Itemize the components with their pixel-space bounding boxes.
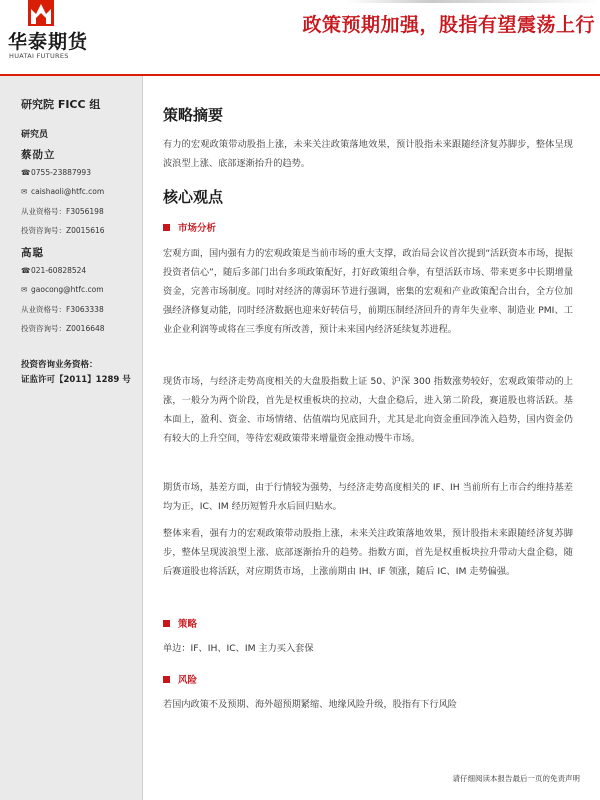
overall-paragraph: 整体来看，强有力的宏观政策带动股指上涨，未来关注政策落地效果，预计股指未来跟随经济复苏脚步，整体呈现波浪型上涨、底部逐渐抬升的趋势。指数方面，首先是权重板块拉升带动大盘企稳，随后赛道股也将活跃，对应期货市场，上涨前期由 IH、IF 领涨，随后 IC、IM 走势偏强。: [163, 528, 573, 577]
summary-paragraph: 有力的宏观政策带动股指上涨，未来关注政策落地效果，预计股指未来跟随经济复苏脚步，整体呈现波浪型上涨、底部逐渐抬升的趋势。: [163, 139, 573, 169]
company-logo: [8, 0, 104, 66]
logo-text-en: HUATAI FUTURES: [9, 52, 69, 60]
researchers-label: 研究员: [21, 130, 49, 140]
spot-market-paragraph: 现货市场，与经济走势高度相关的大盘股指数上证 50、沪深 300 指数涨势较好，宏观政策带动的上涨，一般分为两个阶段，首先是权重板块的拉动，大盘企稳后，进入第二阶段，赛道股也将活跃。基本面上，盈利、资金、市场情绪、估值端均见底回升，尤其是北向资金重回净流入趋势，国内资金仍有较大的上升空间，等待宏观政策带来增量资金推动慢牛市场。: [163, 376, 573, 444]
logo-mark-icon: [28, 0, 54, 26]
futures-market-paragraph: 期货市场，基差方面，由于行情较为强势，与经济走势高度相关的 IF、IH 当前所有上市合约维持基差均为正，IC、IM 经历短暂升水后回归贴水。: [163, 482, 573, 512]
phone-icon: ☎: [21, 266, 31, 275]
analyst1-consult-no: 投资咨询号：Z0015616: [21, 226, 105, 235]
analyst-sidebar: [0, 76, 143, 800]
analyst1-email[interactable]: [21, 187, 104, 196]
phone-icon: ☎: [21, 168, 31, 177]
analyst2-phone-text: 021-60828524: [31, 266, 87, 275]
analyst1-phone: [21, 168, 91, 177]
analyst2-name: 高聪: [21, 247, 44, 259]
analyst2-email[interactable]: [21, 285, 104, 294]
summary-heading: 策略摘要: [163, 106, 224, 124]
macro-paragraph: 宏观方面，国内强有力的宏观政策是当前市场的重大支撑，政治局会议首次提到“活跃资本市场，提振投资者信心”，随后多部门出台多项政策配好，打好政策组合拳，有望活跃市场、带来更多中长期增量资金，完善市场制度。同时对经济的薄弱环节进行强调，密集的宏观和产业政策配合出台，全方位加强经济修复动能，同时经济数据也迎来好转信号，前期压制经济回升的青年失业率、制造业 PMI、工业企业利润等或将在三季度有所改善，预计未来国内经济延续复苏进程。: [163, 248, 573, 335]
analyst2-email-text[interactable]: gaocong@htfc.com: [31, 285, 104, 294]
footer-disclaimer: 请仔细阅读本报告最后一页的免责声明: [452, 774, 580, 783]
email-icon: ✉: [21, 187, 28, 196]
logo-text-cn: 华泰期货: [8, 31, 89, 53]
analyst2-practice-no: 从业资格号：F3063338: [21, 305, 104, 314]
core-views-heading: 核心观点: [163, 188, 224, 206]
analyst1-practice-no: 从业资格号：F3056198: [21, 207, 104, 216]
email-icon: ✉: [21, 285, 28, 294]
bullet-square-icon: [163, 620, 170, 627]
analyst2-consult-no: 投资咨询号：Z0016648: [21, 324, 105, 333]
analyst1-name: 蔡劭立: [21, 149, 56, 161]
market-analysis-label: 市场分析: [178, 223, 217, 234]
strategy-label: 策略: [178, 619, 198, 630]
research-group: 研究院 FICC 组: [21, 98, 101, 111]
risk-subheading: [163, 672, 197, 686]
bullet-square-icon: [163, 676, 170, 683]
report-headline: 政策预期加强，股指有望震荡上行: [302, 14, 595, 36]
license-label: 投资咨询业务资格：: [21, 360, 98, 370]
license-number: 证监许可【2011】1289 号: [21, 375, 131, 385]
analyst1-phone-text: 0755-23887993: [31, 168, 91, 177]
analyst2-phone: [21, 266, 86, 275]
risk-label: 风险: [178, 675, 198, 686]
analyst1-email-text[interactable]: caishaoli@htfc.com: [31, 187, 105, 196]
strategy-text: 单边：IF、IH、IC、IM 主力买入套保: [163, 643, 314, 654]
bullet-square-icon: [163, 224, 170, 231]
market-analysis-subheading: [163, 220, 216, 234]
risk-text: 若国内政策不及预期、海外超预期紧缩、地缘风险升级，股指有下行风险: [163, 699, 457, 710]
strategy-subheading: [163, 616, 197, 630]
